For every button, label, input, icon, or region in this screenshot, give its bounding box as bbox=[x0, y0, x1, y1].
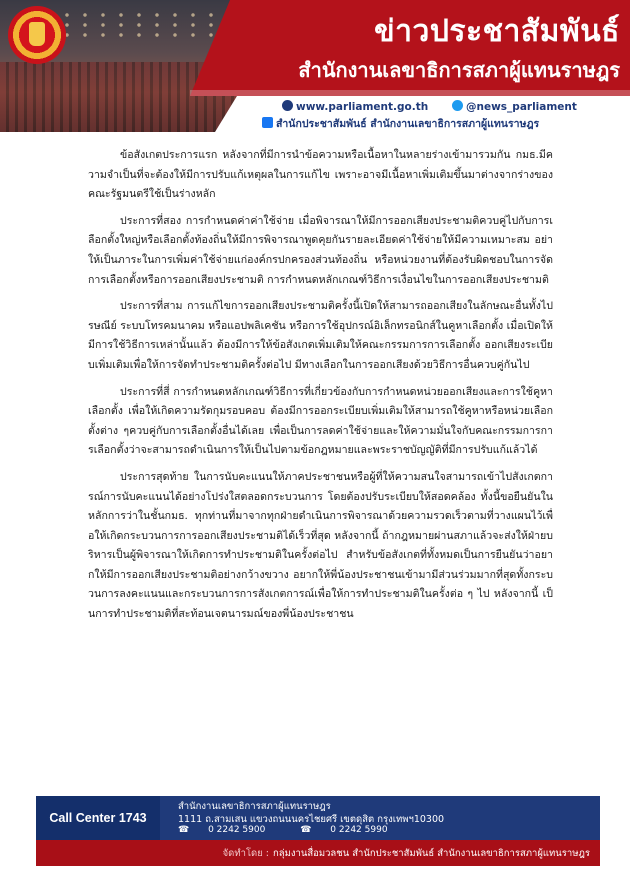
website-link[interactable]: www.parliament.go.th bbox=[282, 100, 428, 113]
produced-by: กลุ่มงานสื่อมวลชน สำนักประชาสัมพันธ์ สำนักงานเลขาธิการสภาผู้แทนราษฎร bbox=[273, 848, 590, 859]
phone-number: ☎ 0 2242 5900 bbox=[178, 825, 266, 835]
paragraph: ประการที่สี่ การกำหนดหลักเกณฑ์วิธีการที่เกี่ยวข้องกับการกำหนดหน่วยออกเสียงและการใช้คูหาเลือกตั้ง เพื่อให้เกิดความรัดกุมรอบคอบ ต้องมีการออกระเบียบเพิ่มเติมให้สามารถใช้คูหาหรือหน่วยเลือกตั้งต่าง ๆควบคู่กับการเลือกตั้งอื่นได้เลย เพื่อเป็นการลดค่าใช้จ่ายและให้ความมั่นใจกับคณะกรรมการการเลือกตั้งว่าจะสามารถดำเนินการให้เป็นไปตามข้อกฎหมายและพระราชบัญญัติที่มีการปรับแก้แล้วได้ bbox=[88, 385, 553, 457]
parliament-emblem-logo bbox=[8, 6, 66, 64]
page-title: ข่าวประชาสัมพันธ์ bbox=[374, 14, 620, 49]
footer-credit-bar bbox=[36, 840, 600, 866]
facebook-icon bbox=[262, 117, 273, 128]
phone-icon: ☎ bbox=[178, 825, 193, 835]
fax-icon: ☎ bbox=[300, 825, 315, 835]
call-center-badge: Call Center 1743 bbox=[36, 796, 160, 840]
footer bbox=[0, 790, 630, 890]
paragraph: ประการที่สอง การกำหนดค่าค่าใช้จ่าย เมื่อพิจารณาให้มีการออกเสียงประชามติควบคู่ไปกับการเลือกตั้งใหญ่หรือเลือกตั้งท้องถิ่นให้มีการพิจารณาพูดคุยกันรายละเอียดค่าใช้จ่ายให้มีความเหมาะสม อย่าให้เป็นภาระในการเพิ่มค่าใช้จ่ายแก่องค์กรปกครองส่วนท้องถิ่น หรือหน่วยงานที่ต้องรับผิดชอบในการจัดการเลือกตั้งหรือการออกเสียงประชามติ การกำหนดหลักเกณฑ์วิธีการเงื่อนไขในการออกเสียงประชามติ bbox=[88, 214, 553, 286]
paragraph: ประการสุดท้าย ในการนับคะแนนให้ภาคประชาชนหรือผู้ที่ให้ความสนใจสามารถเข้าไปสังเกตการณ์การนับคะแนนได้อย่างโปร่งใสตลอดกระบวนการ โดยต้องปรับระเบียบให้สอดคล้อง ทั้งนี้ขอยืนยันในหลักการว่าในชั้นกมธ. ทุกท่านที่มาจากทุกฝ่ายดำเนินการพิจารณาด้วยความรวดเร็วตามที่วางแผนไว้เพื่อให้เกิดกระบวนการการออกเสียงประชามติได้เร็วที่สุด หลังจากนี้ ถ้ากฎหมายผ่านสภาแล้วจะส่งให้ฝ่ายบริหารเป็นผู้พิจารณาให้เกิดการทำประชามติในครั้งต่อไป สำหรับข้อสังเกตที่ทั้งหมดเป็นการยืนยันว่าอยากให้มีการออกเสียงประชามติอย่างกว้างขวาง อยากให้พี่น้องประชาชนเข้ามามีส่วนร่วมมากที่สุดทั้งกระบวนการลงคะแนนและกระบวนการการสังเกตการณ์เพื่อให้การทำประชามติในครั้งต่อ ๆ ไป หลังจากนี้ เป็นการทำประชามติที่สะท้อนเจตนารมณ์ของพี่น้องประชาชน bbox=[88, 470, 553, 621]
office-info bbox=[160, 796, 600, 840]
facebook-link[interactable]: สำนักประชาสัมพันธ์ สำนักงานเลขาธิการสภาผู้แทนราษฎร bbox=[262, 115, 539, 132]
globe-icon bbox=[282, 100, 293, 111]
paragraph: ข้อสังเกตประการแรก หลังจากที่มีการนำข้อความหรือเนื้อหาในหลายร่างเข้ามารวมกัน กมธ.มีความจำเป็นที่จะต้องให้มีการปรับแก้เหตุผลในการแก้ไข เพราะอาจมีเนื้อหาเพิ่มเติมขึ้นมาต่างจากร่างของคณะรัฐมนตรีใช้เป็นร่างหลัก bbox=[88, 149, 553, 201]
header-banner bbox=[0, 0, 630, 132]
fax-number: ☎ 0 2242 5990 bbox=[300, 825, 388, 835]
paragraph: ประการที่สาม การแก้ไขการออกเสียงประชามติครั้งนี้เปิดให้สามารถออกเสียงในลักษณะอื่นทั้งไปรษณีย์ ระบบโทรคมนาคม หรือแอปพลิเคชัน หรือการใช้อุปกรณ์อิเล็กทรอนิกส์ในคูหาเลือกตั้ง เมื่อเปิดให้มีการใช้วิธีการเหล่านั้นแล้ว ต้องมีการให้ข้อสังเกตเพิ่มเติมให้คณะกรรมการการเลือกตั้ง ออกเสียงระเบียบเพิ่มเติมเพื่อให้การจัดทำประชามติครั้งต่อไป มีทางเลือกในการออกเสียงด้วยวิธีการอื่นควบคู่กันไป bbox=[88, 300, 553, 371]
twitter-link[interactable]: @news_parliament bbox=[452, 100, 577, 113]
article-body bbox=[88, 146, 553, 632]
twitter-icon bbox=[452, 100, 463, 111]
page-subtitle: สำนักงานเลขาธิการสภาผู้แทนราษฎร bbox=[298, 58, 620, 82]
produced-by-label: จัดทำโดย : bbox=[222, 848, 270, 859]
office-address: 1111 ถ.สามเสน แขวงถนนนครไชยศรี เขตดุสิต กรุงเทพฯ10300 bbox=[178, 814, 445, 825]
office-name: สำนักงานเลขาธิการสภาผู้แทนราษฎร bbox=[178, 801, 331, 812]
